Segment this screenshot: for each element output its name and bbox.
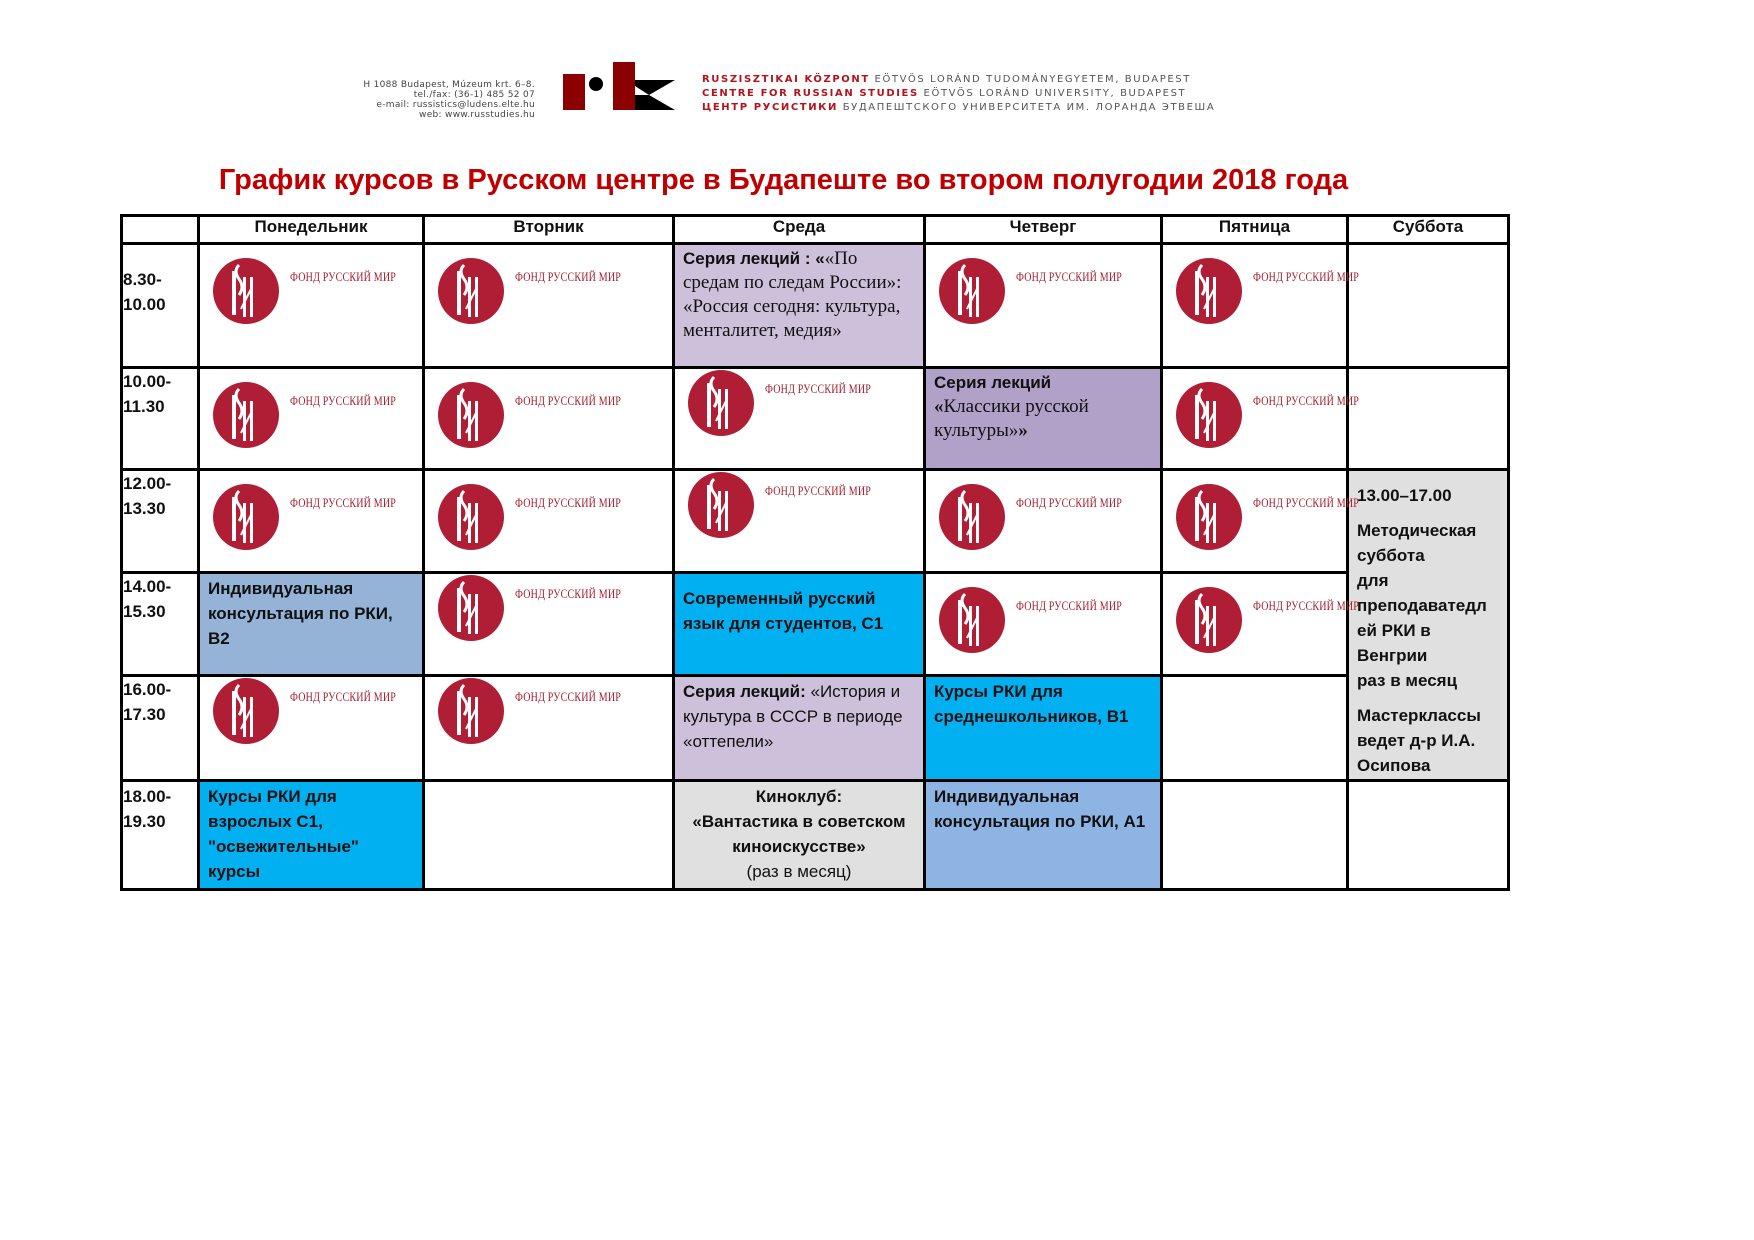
time-slot: 12.00- 13.30 (122, 470, 199, 573)
russkiy-mir-label: ФОНД РУССКИЙ МИР (765, 383, 872, 397)
table-row (122, 781, 1509, 890)
russkiy-mir-emblem-icon (437, 574, 505, 642)
russkiy-mir-logo (425, 677, 672, 773)
event-individual-consultation-a1: Индивидуальная консультация по РКИ, А1 (925, 781, 1162, 890)
page-title: График курсов в Русском центре в Будапеште во втором полугодии 2018 года (218, 164, 1349, 196)
russkiy-mir-logo (1163, 245, 1360, 341)
header-row (122, 216, 1509, 244)
russkiy-mir-cell (1162, 573, 1360, 676)
russkiy-mir-logo (1163, 574, 1360, 670)
russkiy-mir-label: ФОНД РУССКИЙ МИР (1253, 497, 1360, 511)
russkiy-mir-cell (199, 368, 424, 470)
empty-cell (1162, 676, 1348, 781)
event-school-students-b1: Курсы РКИ для среднешкольников, В1 (925, 676, 1162, 781)
russkiy-mir-emblem-icon (1175, 586, 1243, 654)
russkiy-mir-label: ФОНД РУССКИЙ МИР (515, 691, 622, 705)
empty-cell (1348, 781, 1509, 890)
russkiy-mir-cell (674, 368, 925, 470)
russkiy-mir-emblem-icon (938, 257, 1006, 325)
russkiy-mir-logo (926, 574, 1160, 670)
russkiy-mir-emblem-icon (437, 677, 505, 745)
russkiy-mir-cell (925, 573, 1162, 676)
event-classics-lecture-thursday: Серия лекций «Классики русской культуры»» (925, 368, 1162, 470)
russkiy-mir-logo (425, 574, 672, 670)
event-film-club: Киноклуб: «Вантастика в советском киноискусстве» (раз в месяц) (674, 781, 925, 890)
russkiy-mir-label: ФОНД РУССКИЙ МИР (515, 395, 622, 409)
russkiy-mir-cell (925, 470, 1162, 573)
russkiy-mir-emblem-icon (687, 369, 755, 437)
russkiy-mir-emblem-icon (1175, 483, 1243, 551)
russkiy-mir-logo (1163, 369, 1360, 465)
day-header-wednesday: Среда (674, 216, 925, 244)
russkiy-mir-logo (425, 245, 672, 341)
letterhead (0, 0, 1754, 140)
russkiy-mir-cell (424, 368, 674, 470)
event-ussr-thaw-lecture: Серия лекций: «История и культура в СССР в периоде «оттепели» (674, 676, 925, 781)
russkiy-mir-cell (1162, 368, 1360, 470)
russkiy-mir-emblem-icon (687, 471, 755, 539)
russkiy-mir-cell (674, 470, 925, 573)
event-methodical-saturday: 13.00–17.00 Методическая суббота для преподаватедл ей РКИ в Венгрии раз в месяц Мастерклассы ведет д-р И.А. Осипова (1348, 470, 1509, 781)
russkiy-mir-label: ФОНД РУССКИЙ МИР (1016, 271, 1123, 285)
time-slot: 10.00- 11.30 (122, 368, 199, 470)
day-header-friday: Пятница (1162, 216, 1348, 244)
email-line: e-mail: russistics@ludens.elte.hu (376, 100, 535, 110)
address-block (330, 80, 535, 120)
table-row (122, 676, 1509, 781)
russkiy-mir-cell (424, 244, 674, 368)
event-lecture-series-wednesday: Серия лекций : ««По средам по следам России»: «Россия сегодня: культура, менталитет, медия» (674, 244, 925, 368)
russkiy-mir-emblem-icon (938, 586, 1006, 654)
russkiy-mir-label: ФОНД РУССКИЙ МИР (515, 271, 622, 285)
russkiy-mir-emblem-icon (1175, 381, 1243, 449)
russkiy-mir-emblem-icon (212, 381, 280, 449)
org-line-ru: ЦЕНТР РУСИСТИКИ БУДАПЕШТСКОГО УНИВЕРСИТЕТА ИМ. ЛОРАНДА ЭТВЕША (702, 102, 1216, 113)
russkiy-mir-emblem-icon (212, 483, 280, 551)
russkiy-mir-logo (1163, 471, 1360, 567)
russkiy-mir-cell (199, 676, 424, 781)
address-line: H 1088 Budapest, Múzeum krt. 6–8. (363, 80, 535, 90)
org-line-hu: RUSZISZTIKAI KÖZPONT EÖTVÖS LORÁND TUDOMÁNYEGYETEM, BUDAPEST (702, 74, 1191, 85)
russkiy-mir-logo (200, 677, 422, 773)
table-row (122, 573, 1509, 676)
day-header-tuesday: Вторник (424, 216, 674, 244)
russkiy-mir-label: ФОНД РУССКИЙ МИР (1253, 600, 1360, 614)
russkiy-mir-logo (200, 471, 422, 567)
saturday-time: 13.00–17.00 (1357, 486, 1452, 505)
russkiy-mir-label: ФОНД РУССКИЙ МИР (290, 271, 397, 285)
empty-cell (1162, 781, 1348, 890)
russkiy-mir-cell (424, 470, 674, 573)
organization-names (702, 73, 1215, 115)
russkiy-mir-cell (925, 244, 1162, 368)
russkiy-mir-label: ФОНД РУССКИЙ МИР (1016, 600, 1123, 614)
russkiy-mir-emblem-icon (437, 381, 505, 449)
day-header-monday: Понедельник (199, 216, 424, 244)
corner-cell (122, 216, 199, 244)
russkiy-mir-emblem-icon (437, 483, 505, 551)
russkiy-mir-cell (199, 470, 424, 573)
table-row (122, 470, 1509, 573)
russkiy-mir-label: ФОНД РУССКИЙ МИР (515, 497, 622, 511)
russkiy-mir-logo (926, 245, 1160, 341)
day-header-thursday: Четверг (925, 216, 1162, 244)
russkiy-mir-logo (926, 471, 1160, 567)
russkiy-mir-label: ФОНД РУССКИЙ МИР (290, 395, 397, 409)
schedule-table (120, 214, 1510, 891)
russkiy-mir-logo (425, 471, 672, 567)
russkiy-mir-logo (200, 245, 422, 341)
event-adult-courses-c1: Курсы РКИ для взрослых С1, "освежительные" курсы (199, 781, 424, 890)
day-header-saturday: Суббота (1348, 216, 1509, 244)
event-individual-consultation-b2: Индивидуальная консультация по РКИ, В2 (199, 573, 424, 676)
russkiy-mir-cell (1162, 470, 1360, 573)
empty-cell (1348, 368, 1509, 470)
web-line: web: www.russtudies.hu (419, 110, 535, 120)
russkiy-mir-label: ФОНД РУССКИЙ МИР (290, 497, 397, 511)
phone-line: tel./fax: (36-1) 485 52 07 (413, 90, 535, 100)
table-row (122, 244, 1509, 368)
russkiy-mir-label: ФОНД РУССКИЙ МИР (1253, 271, 1360, 285)
time-slot: 16.00- 17.30 (122, 676, 199, 781)
russkiy-mir-label: ФОНД РУССКИЙ МИР (1016, 497, 1123, 511)
russkiy-mir-emblem-icon (1175, 257, 1243, 325)
russkiy-mir-label: ФОНД РУССКИЙ МИР (1253, 395, 1360, 409)
event-modern-russian-c1: Современный русский язык для студентов, С1 (674, 573, 925, 676)
time-slot: 18.00- 19.30 (122, 781, 199, 890)
russkiy-mir-logo (675, 369, 923, 465)
russkiy-mir-cell (424, 676, 674, 781)
russkiy-mir-logo (675, 471, 923, 567)
empty-cell (1348, 244, 1509, 368)
time-slot: 14.00- 15.30 (122, 573, 199, 676)
russkiy-mir-cell (1162, 244, 1360, 368)
empty-cell (424, 781, 674, 890)
russkiy-mir-label: ФОНД РУССКИЙ МИР (290, 691, 397, 705)
table-row (122, 368, 1509, 470)
russkiy-mir-emblem-icon (212, 257, 280, 325)
russkiy-mir-emblem-icon (212, 677, 280, 745)
russkiy-mir-label: ФОНД РУССКИЙ МИР (765, 485, 872, 499)
org-line-en: CENTRE FOR RUSSIAN STUDIES EÖTVÖS LORÁND UNIVERSITY, BUDAPEST (702, 88, 1187, 99)
russkiy-mir-cell (424, 573, 674, 676)
russkiy-mir-logo (200, 369, 422, 465)
russkiy-mir-emblem-icon (437, 257, 505, 325)
russkiy-mir-logo (425, 369, 672, 465)
russkiy-mir-emblem-icon (938, 483, 1006, 551)
russkiy-mir-cell (199, 244, 424, 368)
russkiy-mir-label: ФОНД РУССКИЙ МИР (515, 588, 622, 602)
rk-logo-icon (563, 62, 675, 110)
time-slot: 8.30- 10.00 (122, 244, 199, 368)
